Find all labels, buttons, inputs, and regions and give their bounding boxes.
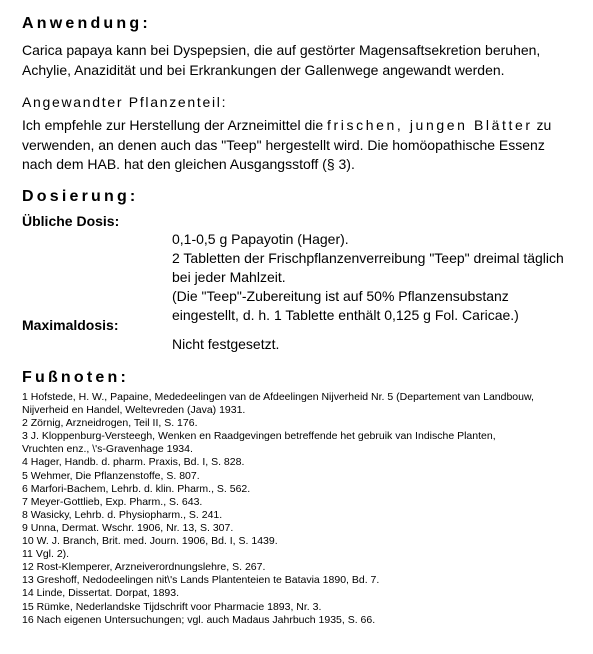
max-dose-value: Nicht festgesetzt.	[172, 336, 280, 352]
text-line: Carica papaya kann bei Dyspepsien, die auf gestörter Magensaftsekretion beruhen,	[22, 42, 541, 58]
footnote: 10 W. J. Branch, Brit. med. Journ. 1906, Bd. I, S. 1439.	[22, 535, 278, 548]
usual-dose-text	[172, 230, 582, 325]
footnote: 2 Zörnig, Arzneidrogen, Teil II, S. 176.	[22, 417, 198, 430]
max-dose-label: Maximaldosis:	[22, 317, 119, 333]
text-line	[22, 116, 590, 136]
footnote: 14 Linde, Dissertat. Dorpat, 1893.	[22, 587, 180, 600]
footnote: 15 Rümke, Nederlandske Tijdschrift voor Pharmacie 1893, Nr. 3.	[22, 600, 322, 613]
footnote: 6 Marfori-Bachem, Lehrb. d. klin. Pharm., S. 562.	[22, 482, 251, 495]
footnote: 7 Meyer-Gottlieb, Exp. Pharm., S. 643.	[22, 495, 203, 508]
pflanzenteil-text	[22, 116, 590, 175]
footnote: 12 Rost-Klemperer, Arzneiverordnungslehre, S. 267.	[22, 561, 266, 574]
footnote: 13 Greshoff, Nedodeelingen nit\'s Lands Plantenteien te Batavia 1890, Bd. 7.	[22, 574, 380, 587]
dose-line: eingestellt, d. h. 1 Tablette enthält 0,125 g Fol. Caricae.)	[172, 307, 519, 323]
footnote: 8 Wasicky, Lehrb. d. Physiopharm., S. 241.	[22, 508, 223, 521]
text-line: Achylie, Anazidität und bei Erkrankungen der Gallenwege angewandt werden.	[22, 61, 505, 78]
dose-line: 2 Tabletten der Frischpflanzenverreibung "Teep" dreimal täglich	[172, 250, 564, 266]
heading-pflanzenteil: Angewandter Pflanzenteil:	[22, 94, 228, 110]
usual-dose-label: Übliche Dosis:	[22, 213, 120, 229]
text-segment: Ich empfehle zur Herstellung der Arzneimittel die	[22, 117, 328, 133]
footnote: Nijverheid en Handel, Weltevreden (Java) 1931.	[22, 404, 246, 417]
heading-fussnoten: Fußnoten:	[22, 369, 129, 386]
text-line: nach dem HAB. hat den gleichen Ausgangsstoff (§ 3).	[22, 156, 355, 172]
dose-line: bei jeder Mahlzeit.	[172, 269, 286, 285]
footnotes-list	[22, 391, 588, 627]
footnote: 1 Hofstede, H. W., Papaine, Mededeelingen van de Afdeelingen Nijverheid Nr. 5 (Departement van Landbouw,	[22, 391, 534, 403]
dose-line: (Die "Teep"-Zubereitung ist auf 50% Pflanzensubstanz	[172, 288, 509, 304]
footnote: 3 J. Kloppenburg-Versteegh, Wenken en Raadgevingen betreffende het gebruik van Indische Planten,	[22, 430, 496, 443]
heading-dosierung: Dosierung:	[22, 188, 139, 205]
emphasis-text: frischen, jungen Blätter	[327, 117, 533, 133]
heading-anwendung: Anwendung:	[22, 15, 151, 32]
footnote: 5 Wehmer, Die Pflanzenstoffe, S. 807.	[22, 469, 200, 482]
footnote: 4 Hager, Handb. d. pharm. Praxis, Bd. I, S. 828.	[22, 456, 245, 469]
footnote: 16 Nach eigenen Untersuchungen; vgl. auch Madaus Jahrbuch 1935, S. 66.	[22, 613, 376, 626]
text-line: verwenden, an denen auch das "Teep" hergestellt wird. Die homöopathische Essenz	[22, 136, 545, 153]
dose-line: 0,1-0,5 g Papayotin (Hager).	[172, 231, 349, 247]
text-segment: zu	[532, 117, 552, 133]
footnote: Vruchten enz., \'s-Gravenhage 1934.	[22, 443, 193, 456]
anwendung-text	[22, 41, 582, 80]
footnote: 11 Vgl. 2).	[22, 548, 70, 561]
footnote: 9 Unna, Dermat. Wschr. 1906, Nr. 13, S. 307.	[22, 521, 234, 534]
